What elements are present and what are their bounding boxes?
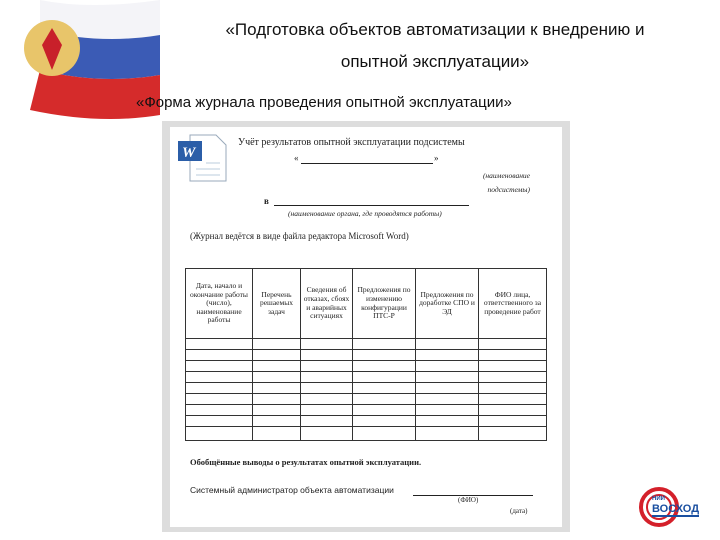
slide-title-line1: «Подготовка объектов автоматизации к внедрению и	[225, 20, 645, 39]
doc-note: (Журнал ведётся в виде файла редактора Microsoft Word)	[190, 231, 409, 241]
logo-name: ВОСХОД	[652, 503, 700, 515]
svg-text:W: W	[182, 145, 196, 161]
col-header: Предложения по изменению конфигурации ПТС-Р	[353, 269, 416, 339]
admin-label: Системный администратор объекта автоматизации	[190, 485, 394, 495]
table-row	[186, 372, 547, 383]
col-header: ФИО лица, ответственного за проведение работ	[479, 269, 547, 339]
in-label: в	[264, 196, 269, 206]
table-row	[186, 427, 547, 441]
subsystem-hint: (наименование подсистемы)	[482, 171, 530, 194]
conclusions-label: Обобщённые выводы о результатах опытной эксплуатации.	[190, 457, 422, 467]
col-header: Сведения об отказах, сбоях и аварийных ситуациях	[301, 269, 353, 339]
table-row	[186, 405, 547, 416]
table-row	[186, 394, 547, 405]
col-header: Перечень решаемых задач	[253, 269, 301, 339]
organ-hint: (наименование органа, где проводятся работы)	[288, 209, 442, 218]
quote-close: »	[434, 153, 439, 163]
table-row	[186, 416, 547, 427]
journal-table	[185, 268, 547, 441]
document-page	[170, 127, 562, 527]
table-row	[186, 350, 547, 361]
word-file-icon	[176, 133, 228, 183]
table-row	[186, 361, 547, 372]
doc-title: Учёт результатов опытной эксплуатации подсистемы	[238, 137, 465, 148]
slide-title-line2: опытной эксплуатации»	[340, 52, 530, 71]
table-row	[186, 383, 547, 394]
fio-hint: (ФИО)	[458, 496, 479, 504]
logo-top-text: НИИ	[652, 496, 665, 502]
nii-voskhod-logo	[638, 486, 714, 528]
slide-subtitle: «Форма журнала проведения опытной эксплуатации»	[136, 94, 512, 111]
table-row	[186, 339, 547, 350]
col-header: Дата, начало и окончание работы (число), наименование работы	[186, 269, 253, 339]
col-header: Предложения по доработке СПО и ЭД	[416, 269, 479, 339]
date-hint: (дата)	[510, 507, 528, 515]
quote-open: «	[294, 153, 299, 163]
